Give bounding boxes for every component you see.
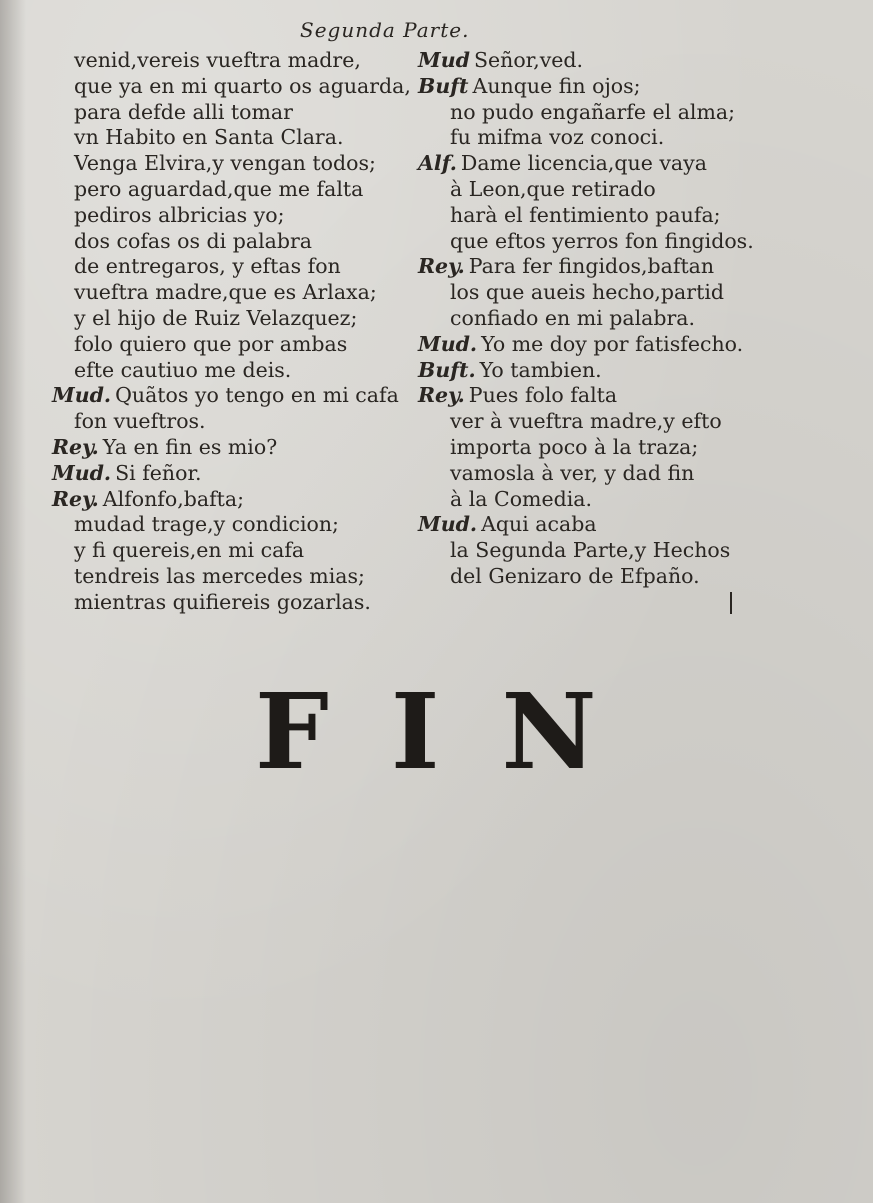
verse-line [418, 229, 778, 255]
page-edge-shadow [0, 0, 26, 1203]
ink-mark [730, 592, 732, 614]
verse-line [52, 487, 412, 513]
verse-text: dos cofas os di palabra [74, 228, 313, 253]
verse-text: fu mifma voz conoci. [450, 125, 665, 150]
verse-text: Dame licencia,que vaya [460, 151, 707, 176]
verse-line [52, 177, 412, 203]
verse-text: del Genizaro de Efpaño. [450, 563, 700, 588]
verse-line [418, 100, 778, 126]
verse-line [52, 151, 412, 177]
verse-line [418, 177, 778, 203]
verse-text: que eftos yerros fon fingidos. [450, 228, 754, 253]
verse-text: importa poco à la traza; [450, 434, 699, 459]
speaker-name: Mud. [52, 383, 112, 408]
verse-text: la Segunda Parte,y Hechos [450, 538, 731, 563]
verse-text: vamosla à ver, y dad fin [450, 460, 695, 485]
verse-text: Quãtos yo tengo en mi cafa [115, 383, 399, 408]
speaker-name: Mud. [52, 460, 112, 485]
verse-text: mudad trage,y condicion; [74, 512, 339, 537]
verse-line [418, 332, 778, 358]
verse-line [52, 203, 412, 229]
verse-text: Señor,ved. [473, 48, 584, 72]
fin-title: FIN [255, 670, 659, 793]
verse-text: vueftra madre,que es Arlaxa; [74, 280, 377, 305]
verse-line [418, 409, 778, 435]
verse-line [52, 435, 412, 461]
verse-text: y fi quereis,en mi cafa [74, 538, 305, 563]
verse-text: los que aueis hecho,partid [450, 280, 724, 305]
verse-line [52, 590, 412, 616]
verse-line [418, 512, 778, 538]
verse-text: que ya en mi quarto os aguarda, [74, 73, 411, 98]
verse-line [418, 280, 778, 306]
verse-line [52, 280, 412, 306]
verse-line [52, 461, 412, 487]
verse-line [52, 332, 412, 358]
verse-line [418, 461, 778, 487]
verse-text: Pues folo falta [468, 383, 618, 408]
verse-text: pediros albricias yo; [74, 202, 285, 227]
verse-text: Ya en fin es mio? [102, 434, 278, 459]
verse-text: à la Comedia. [450, 486, 593, 511]
verse-line [418, 564, 778, 590]
verse-text: tendreis las mercedes mias; [74, 563, 365, 588]
speaker-name: Mud. [418, 512, 478, 537]
speaker-name: Rey. [52, 434, 99, 459]
verse-text: Para fer fingidos,baftan [468, 254, 715, 279]
speaker-name: Alf. [418, 151, 457, 176]
verse-text: ver à vueftra madre,y efto [450, 409, 722, 434]
verse-line [52, 306, 412, 332]
verse-line [52, 229, 412, 255]
verse-line [418, 74, 778, 100]
verse-text: harà el fentimiento paufa; [450, 202, 721, 227]
verse-text: Aunque fin ojos; [472, 73, 641, 98]
verse-line [418, 306, 778, 332]
verse-text: Yo tambien. [479, 357, 602, 382]
verse-line [52, 538, 412, 564]
verse-line [52, 512, 412, 538]
verse-text: efte cautiuo me deis. [74, 357, 292, 382]
speaker-name: Mud. [418, 331, 478, 356]
verse-line [52, 358, 412, 384]
verse-line [418, 203, 778, 229]
verse-text: Aqui acaba [481, 512, 597, 537]
verse-line [52, 74, 412, 100]
speaker-name: Buft. [418, 357, 476, 382]
verse-text: venid,vereis vueftra madre, [74, 48, 361, 72]
speaker-name: Rey. [418, 383, 465, 408]
verse-text: Alfonfo,bafta; [102, 486, 245, 511]
verse-text: Yo me doy por fatisfecho. [481, 331, 744, 356]
verse-line [418, 358, 778, 384]
verse-line [418, 151, 778, 177]
verse-text: à Leon,que retirado [450, 176, 656, 201]
verse-text: vn Habito en Santa Clara. [74, 125, 344, 150]
verse-text: Si feñor. [115, 460, 202, 485]
verse-line [418, 487, 778, 513]
verse-line [418, 254, 778, 280]
verse-line [52, 564, 412, 590]
verse-line [52, 48, 412, 74]
verse-text: y el hijo de Ruiz Velazquez; [74, 305, 358, 330]
verse-line [418, 435, 778, 461]
verse-line [52, 254, 412, 280]
verse-text: de entregaros, y eftas fon [74, 254, 341, 279]
left-column [52, 48, 412, 616]
verse-line [52, 100, 412, 126]
verse-line [52, 409, 412, 435]
speaker-name: Rey. [52, 486, 99, 511]
verse-text: pero aguardad,que me falta [74, 176, 364, 201]
verse-line [52, 125, 412, 151]
running-header: Segunda Parte. [300, 18, 470, 42]
verse-text: folo quiero que por ambas [74, 331, 348, 356]
verse-line [52, 383, 412, 409]
verse-text: para defde alli tomar [74, 99, 293, 124]
verse-line [418, 48, 778, 74]
verse-text: fon vueftros. [74, 409, 206, 434]
verse-line [418, 383, 778, 409]
speaker-name: Mud [418, 48, 470, 72]
speaker-name: Buft [418, 73, 469, 98]
verse-text: mientras quifiereis gozarlas. [74, 589, 371, 614]
verse-text: confiado en mi palabra. [450, 305, 696, 330]
verse-line [418, 538, 778, 564]
right-column [418, 48, 778, 590]
speaker-name: Rey. [418, 254, 465, 279]
verse-text: no pudo engañarfe el alma; [450, 99, 736, 124]
verse-line [418, 125, 778, 151]
verse-text: Venga Elvira,y vengan todos; [74, 151, 376, 176]
